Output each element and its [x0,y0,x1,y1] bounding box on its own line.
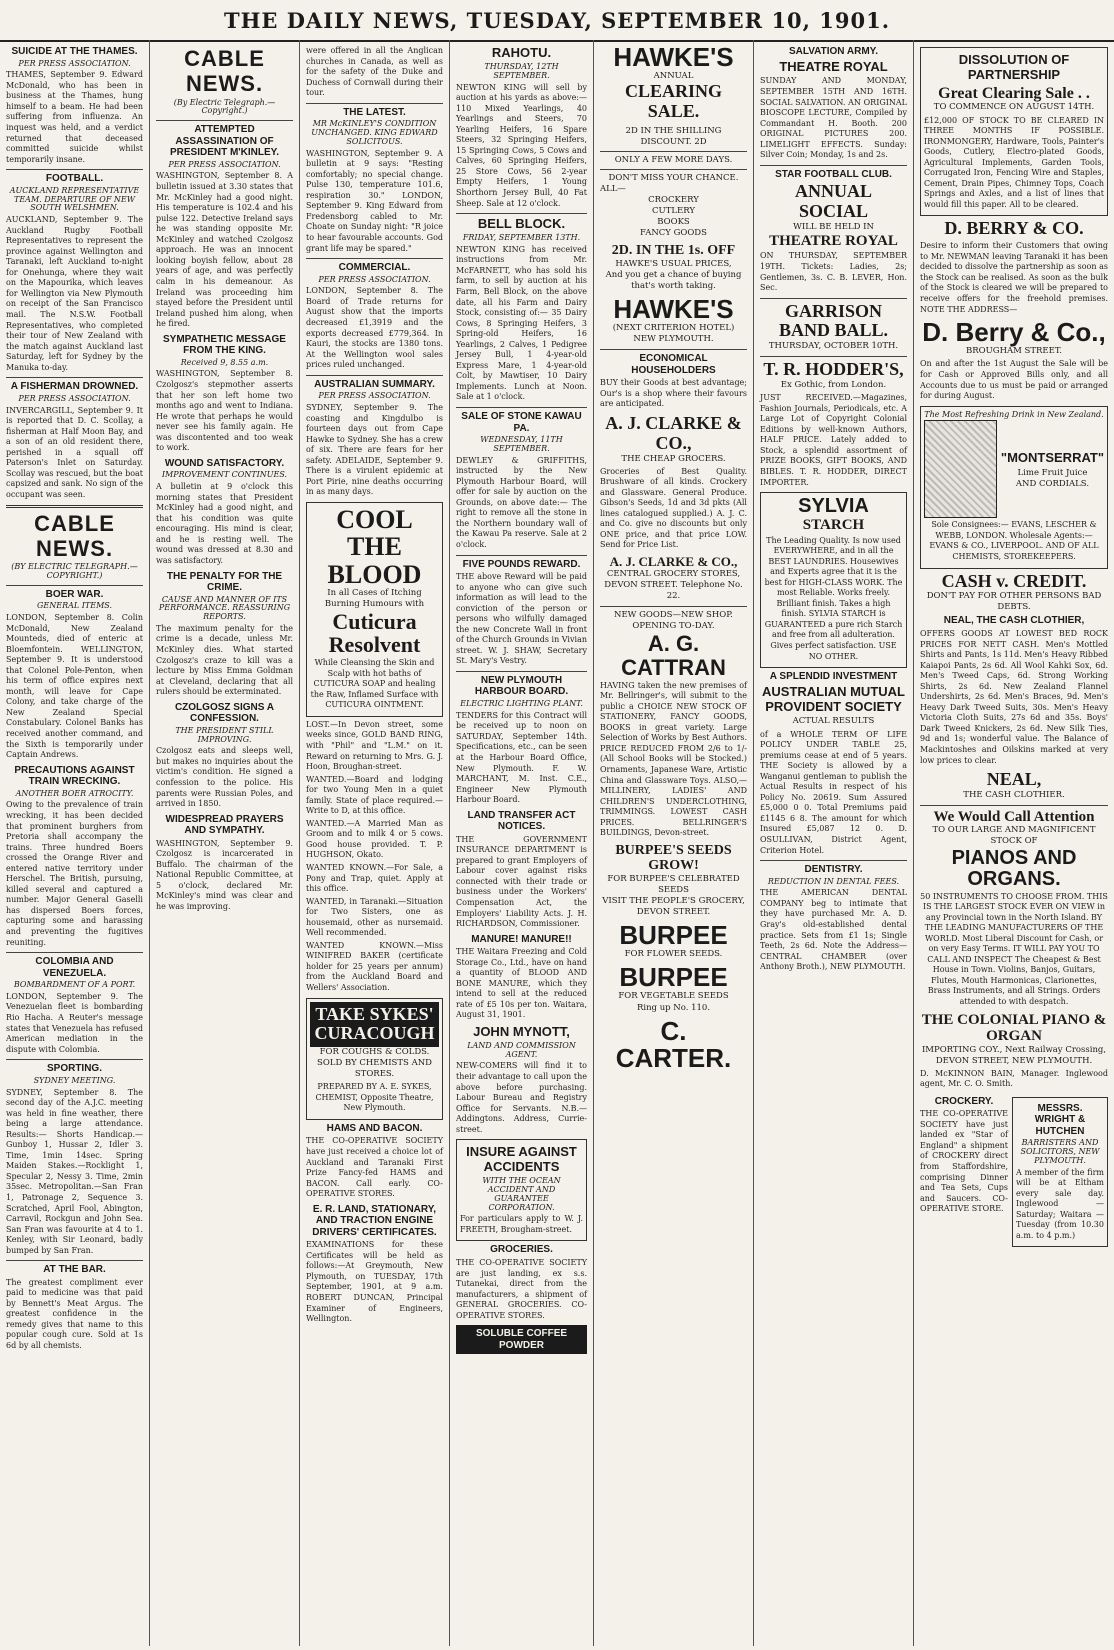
divider [920,805,1108,806]
headline: FIVE POUNDS REWARD. [462,558,581,570]
headline: E. R. LAND, STATIONARY, AND TRACTION ENGINE DRIVERS' CERTIFICATES. [312,1203,437,1238]
article-text: NEWTON KING has received instructions from Mr. McFARNETT, who has sold his farm, to sell by auction at his Farm, Bell Block, on the above date, all his Farm and Dairy Stock, consisting of:— 35 Dairy Cows, 8 Springing Heifers, 3 Spring-old Heifers, 16 Yearlings, 2 Calves, 1 Pedigree Jersey Bull, 1 4-year-old Express Mare, 1 4-year-old Colt, by Mawtiser, 10 Dairy Implements. Lunch at Noon. Sale at 1 o'clock. [456,244,587,402]
ad-headline: A. J. CLARKE & CO., [609,553,738,569]
article-mckinley [156,124,293,330]
subhead: WITH THE OCEAN ACCIDENT AND GUARANTEE CORPORATION. [482,1176,561,1212]
article-colombia [6,956,143,1055]
ad-headline: SYLVIA [798,495,869,518]
headline: SUICIDE AT THE THAMES. [11,46,138,57]
article-text: were offered in all the Anglican churches in Canada, as well as for the safety of the Duke and Duchess of Cornwall during their tour. [306,46,443,98]
ad-crockery [920,1094,1008,1247]
ad-clarke-stores [600,555,747,602]
ad-montserrat-text [1001,449,1104,490]
article-text: A bulletin at 9 o'clock this morning states that President McKinley had a good night, and that his condition was quite encouraging. His mind is clear, and he is resting well. The wound was dressed at 8.30 and was satisfactory. [156,482,293,565]
ad-montserrat [920,406,1108,569]
headline: AT THE BAR. [43,1264,106,1276]
article-text: AUCKLAND, September 9. The Auckland Rugby Football Representatives to represent the province against Wellington and Taranaki, left Auckland to-night for Onehunga, where they wait on the Mapourika, which leaves for Wellington via New Plymouth on receipt of the San Francisco mail. The N.S.W. Football Representatives, who completed their tour of New Zealand with the match against Auckland last Saturday, left for Sydney by the Manuka to-day. [6,215,143,372]
column-6 [754,40,914,1646]
ad-subline: NEAL, THE CASH CLOTHIER, [943,615,1085,627]
ad-product: PIANOS AND ORGANS. [951,846,1077,890]
ad-headline: T. R. HODDER'S, [763,359,904,380]
subhead: THE PRESIDENT STILL IMPROVING. [175,725,274,744]
article-text: THE above Reward will be paid to anyone who can give such information as will lead to the conviction of the person or persons who wilfully damaged the new Concrete Wall in front of the Church Grounds in Vivian street. W. J. SHAW, Secretary St. Mary's Vestry. [456,572,587,666]
article-text: INVERCARGILL, September 9. It is reported that D. C. Scollay, a fisherman at Half Moon Bay, and a son of an old resident there, perished in a squall off Paterson's Inlet on Saturday. Scollay was rescued, but the boat capsized and sank. No sign of the occupant was seen. [6,405,143,499]
ad-text: THE CO-OPERATIVE SOCIETY have just landed ex "Star of England" a shipment of CROCKERY direct from Staffordshire, comprising Dinner and Tea Sets, Cups and Saucers. CO-OPERATIVE STORE. [920,1109,1008,1214]
ad-text: Desire to inform their Customers that owing to Mr. NEWMAN leaving Taranaki it has been decided to dissolve the partnership as soon as the Stock can be realised. As soon as the bulk of the Stock is cleared we will be prepared to receive offers for the freehold premises. NOTE THE ADDRESS— [920,241,1108,314]
headline: GROCERIES. [490,1244,553,1256]
column-5 [594,40,754,1646]
ad-groceries [456,1244,587,1321]
column-1 [0,40,150,1646]
headline: ECONOMICAL HOUSEHOLDERS [631,353,716,376]
subhead: THURSDAY, 12TH SEPTEMBER. [484,61,559,80]
ad-clarke [600,414,747,551]
list-item: BOOKS [657,217,690,228]
headline: MESSRS. WRIGHT & HUTCHEN [1034,1102,1086,1137]
ad-text: BUY their Goods at best advantage; Our's is a shop where their favours are anticipated. [600,378,747,409]
divider [600,606,747,607]
ad-headline: GARRISON BAND BALL. [778,300,889,341]
ad-text: A member of the firm will be at Eltham every sale day. Inglewood — Saturday; Waitara — Tuesday (from 10.30 a.m. to 4 p.m.) [1016,1167,1104,1240]
subhead: FRIDAY, SEPTEMBER 13TH. [462,233,581,243]
ad-subline: FOR BURPEE'S CELEBRATED SEEDS [607,873,740,895]
ad-subline: SOLD BY CHEMISTS AND STORES. [317,1058,432,1080]
article-text: THE CO-OPERATIVE SOCIETY are just landing, ex s.s. Tutanekai, direct from the manufacturers, a shipment of GENERAL GROCERIES. CO-OPERATIVE STORES. [456,1257,587,1320]
ad-subline: FOR COUGHS & COLDS. [319,1047,430,1058]
ad-headline: D. Berry & Co., [922,317,1106,348]
ad-subline: TO COMMENCE ON AUGUST 14TH. [933,102,1095,113]
subhead: BOMBARDMENT OF A PORT. [13,980,136,990]
ad-text: The Leading Quality. Is now used EVERYWHERE, and in all the BEST LAUNDRIES. Housewives and Experts agree that it is the best for HIGH-CLASS WORK. The most Reliable. Works freely. Brilliant finish. Takes a high finish. SYLVIA STARCH is GUARANTEED a pure rich Starch and free from all adulteration. Gives perfect satisfaction. USE NO OTHER. [764,535,903,661]
ad-coffee [456,1325,587,1354]
ad-text: of a WHOLE TERM OF LIFE POLICY UNDER TABLE 25, premiums cease at end of 5 years. THE Society is allowed by a Wanganui gentleman to publish the Actual Results in respect of his Policy No. 20619. Sum Assured £5,000 0 0. Total Premiums paid £1145 6 8. The amount for which Insured £5,087 12 0. D. OSULLIVAN, District Agent, Criterion Hotel. [760,729,907,855]
article-text: DEWLEY & GRIFFITHS, instructed by the New Plymouth Harbour Board, will offer for sale by auction on the Grounds, on above date:— The right to remove all the stone in the Northern boundary wall of the Kawau Pa reserve. Sale at 2 o'clock. [456,455,587,549]
article-fisherman [6,381,143,500]
ad-manure [456,934,587,1021]
headline: CROCKERY. [934,1095,994,1107]
article-text: The greatest compliment ever paid to medicine was that paid by Bennett's Meat Argus. The greatest confidence in the remedy gives that name to this popular cough cure. Sold at 1s 6d by all chemists. [6,1277,143,1351]
ad-burpee-vegetables [600,964,747,1013]
ad-berry [920,219,1108,315]
ad-text: On and after the 1st August the Sale will be for Cash or Approved Bills only, and all Accounts due to us must be paid or arranged for during August. [920,359,1108,401]
ad-headline: We Would Call Attention [933,808,1095,825]
headline: COLOMBIA AND VENEZUELA. [35,956,114,979]
classifieds [306,720,443,994]
section-title: CABLE NEWS. [184,46,265,97]
ad-carter [600,1015,747,1073]
bottom-ads-row [920,1094,1108,1251]
ad-rahotu [456,46,587,209]
article-text: SYDNEY, September 8. The second day of the A.J.C. meeting was held in fine weather, there being a large attendance. Results:— Shorts Handicap.—Gunboy 1, Hussar 2, Idler 3. Time, 1min 14sec. Spring Maiden Stakes.—Rocklight 1, Specular 2, Nessy 3. Time, 2min 35sec. Metropolitan.—San Fran 1, Patronage 2, Sequence 3. Scratched, April Fool, Abington, Carravil, Rockgun and John Sea. San Fran was favourite at 4 to 1. Kenley, with Sir Leonard, badly bumped by San Fran. [6,1087,143,1255]
article-australian [306,379,443,498]
headline: MANURE! MANURE!! [471,933,572,945]
ad-neal-cash [920,572,1108,767]
headline: AUSTRALIAN SUMMARY. [314,378,435,390]
divider [760,298,907,299]
divider [760,165,907,166]
divider [6,377,143,378]
classified-ad: WANTED, in Taranaki.—Situation for Two Sisters, one as housemaid, other as nursemaid. Well recommended. [306,896,443,938]
ad-product: CLEARING SALE. [624,81,722,122]
ad-economical [600,353,747,410]
subhead: ELECTRIC LIGHTING PLANT. [460,698,583,708]
notice-reward [456,559,587,667]
divider [456,407,587,408]
headline: RAHOTU. [491,45,552,60]
notice-harbour-board [456,675,587,806]
ad-headline: 2D. IN THE 1s. OFF [611,243,736,259]
ad-colonial-piano [920,1012,1108,1090]
list-item: CUTLERY [652,206,695,217]
ad-headline: D. BERRY & CO. [944,218,1084,239]
ad-headline: A. J. CLARKE & CO., [605,412,742,453]
headline: A SPLENDID INVESTMENT [769,671,898,683]
ad-subline: ANNUAL [653,71,694,82]
article-text: WASHINGTON, September 8. A bulletin issued at 3.30 states that Mr. McKinley had a good night. His temperature is 102.4 and his pulse 122. Detective Ireland says he was standing opposite Mr. McKinley and watched Czolgosz approach. He was an innocent looking boyish fellow, about 28 years of age, and was perfectly calm in his demeanour. As Ireland was proceeding him stayed before the President until Ireland pushed him along, when he fired. [156,171,293,329]
headline: CZOLGOSZ SIGNS A CONFESSION. [174,701,275,725]
article-football [6,173,143,373]
ad-subline: Ex Gothic, from London. [780,380,887,391]
ad-subline: THE CASH CLOTHIER. [963,789,1065,800]
ad-subline: THEATRE ROYAL [769,232,898,249]
ad-subline: Ring up No. 110. [636,1002,711,1013]
ad-text: Sole Consignees:— EVANS, LESCHER & WEBB, LONDON. Wholesale Agents:— EVANS & CO., LIVERPOOL. AND OF ALL CHEMISTS, STOREKEEPERS. [929,520,1099,562]
ad-headline: NEAL, [986,769,1042,790]
subhead: PER PRESS ASSOCIATION. [168,159,281,169]
list-item: FANCY GOODS [640,228,707,239]
divider [306,103,443,104]
classified-ad: WANTED KNOWN.—For Sale, a Pony and Trap, quiet. Apply at this office. [306,863,443,894]
ad-text: OFFERS GOODS AT LOWEST BED ROCK PRICES FOR NETT CASH. Men's Mottled Shirts and Pants, 1s 11d. Men's Heavy Ribbed Kaiapoi Pants, 2s 6d. All Wool Kahki Sox, 6d. Men's Tweed Caps, 6d. Strong Working Shirts, 2s 6d. New Zealand Flannel Undershirts, 2s 6d. Men's Braces, 9d. Men's Heavy Dark Tweed Suits, 30s. Men's Heavy Victoria Cloth Suits, 27s 6d and 35s. Boys' Dark Tweed Knickers, 2s 6d. New Silk Ties, 9d and 1s; wonderful value. The Balance of Mackintoshes and Oilskins marked at very low prices to clear. [920,628,1108,765]
divider [306,375,443,376]
subhead: AUCKLAND REPRESENTATIVE TEAM. DEPARTURE OF NEW SOUTH WELSHMEN. [9,185,140,213]
ad-text: SUNDAY AND MONDAY, SEPTEMBER 15TH AND 16TH. SOCIAL SALVATION. AN ORIGINAL BIOSCOPE LECTURE, Compiled by Commandant H. Booth. 200 ORIGINAL PICTURES 200. LIMELIGHT EFFECTS. Sunday: Silver Coin; Monday, 1s and 2s. [760,76,907,160]
article-text: THAMES, September 9. Edward McDonald, who has been in business at the Thames, hung himself to a beam. He had been suffering from influenza. An inquest was held, and a verdict returned that deceased committed suicide whilst temporarily insane. [6,70,143,164]
article-suicide [6,46,143,165]
ad-subline: DON'T PAY FOR OTHER PERSONS BAD DEBTS. [926,591,1102,613]
ad-text: £12,000 OF STOCK TO BE CLEARED IN THREE MONTHS IF POSSIBLE. IRONMONGERY, Hardware, Tools, Painter's Goods, Cutlery, Electro-plated Goods, Agricultural Implements, Garden Tools, Corrugated Iron, Fencing Wire and Staples, Cement, Drain Pipes, Chimney Tops, Coach Springs and Axles, and a list of lines that would fill this paper. All to be cleared. [924,115,1104,209]
ad-headline: C. CARTER. [615,1015,732,1073]
divider [760,356,907,357]
ad-garrison-ball [760,302,907,353]
ad-subline: THURSDAY, OCTOBER 10TH. [768,341,899,352]
subhead: (BY ELECTRIC TELEGRAPH.—COPYRIGHT.) [11,562,138,580]
column-2 [150,40,300,1646]
subhead: PER PRESS ASSOCIATION. [18,58,131,68]
ad-hawkes-address [600,293,747,345]
ad-subline: NEW PLYMOUTH. [633,334,714,345]
ad-stone-kawau [456,411,587,551]
ad-text: HAVING taken the new premises of Mr. Bellringer's, will submit to the public a CHOICE NEW STOCK OF STATIONERY, FANCY GOODS, BOOKS in great variety. Large Selection of Works by Best Authors. PRICE REDUCED FROM 2/6 to 1/- (All School Books will be Stocked.) Ornaments, Japanese Ware, Artistic China and Glassware Toys. ALSO,— MILLINERY, LADIES' AND CHILDREN'S UNDERCLOTHING, TRIMMINGS. LOWEST CASH PRICES. BELLRINGER'S BUILDINGS, Devon-street. [600,680,747,838]
ad-text: 2D IN THE SHILLING DISCOUNT. 2D [625,125,722,147]
divider [456,555,587,556]
divider [6,505,143,508]
ad-headline: AUSTRALIAN MUTUAL PROVIDENT SOCIETY [762,683,905,714]
subhead: THEATRE ROYAL [779,58,888,74]
ad-tagline: The Most Refreshing Drink in New Zealand. [924,409,1104,419]
article-sporting [6,1063,143,1256]
ad-neal-sig [920,770,1108,801]
ad-headline: "MONTSERRAT" [1000,449,1104,465]
ad-hawkes-clearing [600,44,747,122]
ad-text: JUST RECEIVED.—Magazines, Fashion Journals, Periodicals, etc. A Large Lot of Copyright Colonial Editions by well-known Authors, HALF PRICE. Lately added to Stock, a splendid assortment of PRIZE BOOKS, GIFT BOOKS, AND BIBLES. T. R. HODDER, DIRECT IMPORTER. [760,393,907,487]
headline: INSURE AGAINST ACCIDENTS [466,1144,577,1175]
headline: SOLUBLE COFFEE POWDER [456,1325,587,1354]
ad-text: PREPARED BY A. E. SYKES, CHEMIST, Opposite Theatre, New Plymouth. [315,1082,434,1113]
column-3 [300,40,450,1646]
ad-text: ONLY A FEW MORE DAYS. [614,155,733,166]
divider [600,349,747,350]
headline: DENTISTRY. [804,864,863,876]
headline: HAMS AND BACON. [326,1122,423,1134]
ad-subline: WILL BE HELD IN [793,221,874,232]
ad-text: 50 INSTRUMENTS TO CHOOSE FROM. THIS IS THE LARGEST STOCK EVER ON VIEW in any Provincial town in the North Island. BY THE LEADING MANUFACTURERS OF THE WORLD. Most Liberal Discount for Cash, or on very Easy Terms. IT WILL PAY YOU TO CALL AND INSPECT The Cheapest & Best House in Town. Violins, Banjos, Guitars, Flutes, Mouth Harmonicas, Clarionettes, Brass Instruments, and all Strings. Orders attended to with despatch. [920,891,1108,1006]
ad-subline: And you get a chance of buying that's worth taking. [605,269,742,291]
divider [6,585,143,586]
ad-cuticura [306,502,443,717]
subhead: REDUCTION IN DENTAL FEES. [767,876,900,886]
divider [6,952,143,953]
subhead: (By Electric Telegraph.—Copyright.) [173,97,276,116]
notice-land-transfer [456,810,587,930]
headline: SALE OF STONE KAWAU PA. [461,411,582,434]
divider [456,671,587,672]
article-text: THE Waitara Freezing and Cold Storage Co., Ltd., have on hand a quantity of BLOOD AND BONE MANURE, which they intend to sell at the reduced rate of £5 10s per ton. Waitara, August 31, 1901. [456,947,587,1020]
ad-subline: STARCH [802,517,865,534]
divider [6,1260,143,1261]
ad-headline: DISSOLUTION OF PARTNERSHIP [958,52,1070,82]
article-text: LONDON, September 8. Colin McDonald, New Zealand Mounteds, died of enteric at Bloemfontein. WELLINGTON, September 9. It is understood that Colonel Pole-Penton, when his term of office expires next month, will leave for Cape Colony, and take charge of the New Zealand Special Constabulary. Colonel Banks has received another command, and the Sixth is temporarily under Captain Andrews. [6,613,143,760]
ad-headline: BURPEE'S SEEDS GROW! [615,842,732,874]
masthead [0,0,1114,42]
divider [600,169,747,170]
article-text: Czolgosz eats and sleeps well, but makes no inquiries about the victim's condition. He signed a confession to the police. His parents were Russian Poles, and arrived in 1850. [156,746,293,809]
article-text: WASHINGTON, September 8. Czolgosz's stepmother asserts that her son left home two months ago and went to Indiana. He wrote that perhaps he would never see his family again. He was discontented and too weak to work. [156,369,293,453]
ad-subline: IMPORTING COY., Next Railway Crossing, [921,1044,1107,1055]
headline: SPORTING. [46,1063,102,1075]
ad-mynott [456,1025,587,1135]
article-text: TENDERS for this Contract will be received up to noon on SATURDAY, September 14th. Specifications, etc., can be seen at the Harbour Board Office, New Plymouth. F. W. MARCHANT, M. Inst. C.E., Engineer New Plymouth Harbour Board. [456,710,587,805]
subhead: CAUSE AND MANNER OF ITS PERFORMANCE. REASSURING REPORTS. [158,594,291,622]
subhead: PER PRESS ASSOCIATION. [318,274,431,284]
ad-text: Groceries of Best Quality. Brushware of all kinds. Crockery and Glassware. General Produce. Gibson's Seeds, 1d and 3d pkts (All lines catalogued supplied.) A. J. C. and Co. give no discounts but only ONE price, and that price LOW. Send for Price List. [600,466,747,550]
newspaper-masthead-title: THE DAILY NEWS, TUESDAY, SEPTEMBER 10, 1901. [223,8,891,33]
list-item: ALL— [600,184,626,195]
ad-headline: CASH v. CREDIT. [941,570,1087,591]
subhead: WEDNESDAY, 11TH SEPTEMBER. [480,435,563,453]
article-penalty [156,571,293,698]
ad-subline: TO OUR LARGE AND MAGNIFICENT STOCK OF [932,825,1096,847]
ad-headline: THE COLONIAL PIANO & ORGAN [921,1011,1107,1045]
ad-insure [456,1139,587,1241]
headline: ATTEMPTED ASSASSINATION OF PRESIDENT M'KINLEY. [169,124,280,159]
ad-subline: FOR VEGETABLE SEEDS [618,991,729,1002]
headline: FOOTBALL. [45,173,104,185]
divider [6,169,143,170]
article-text: The maximum penalty for the crime is a decade, unless Mr. McKinley dies. What started Czolgosz's craze to kill was a lecture by Miss Emma Goldman at Cleveland, declaring that all rulers should be exterminated. [156,623,293,697]
article-text: WASHINGTON, September 9. A bulletin at 9 says: "Resting comfortably; no special change. Pulse 130, temperature 101.6, respiration 30." LONDON, September 9. King Edward from Fredensborg cabled to Mr. Choate on Sunday night: "R joice to hear favourable accounts. God grant life may be spared." [306,148,443,253]
headline: LAND TRANSFER ACT NOTICES. [467,809,576,833]
column-7 [914,40,1114,1646]
ad-subline: AND CORDIALS. [1015,478,1090,489]
ad-bell-block [456,217,587,403]
ad-list [600,184,747,239]
subhead: ANOTHER BOER ATROCITY. [15,788,134,798]
article-text: THE CO-OPERATIVE SOCIETY have just received a choice lot of Auckland and Taranaki First Prize Fancy-fed HAMS and BACON. Call early. CO-OPERATIVE STORES. [306,1136,443,1199]
headline: BOER WAR. [45,588,104,600]
subhead: PER PRESS ASSOCIATION. [318,391,431,401]
article-latest [306,107,443,254]
subhead: BARRISTERS AND SOLICITORS, NEW PLYMOUTH. [1020,1138,1100,1165]
ad-subline: Lime Fruit Juice [1017,467,1088,478]
divider [306,258,443,259]
column-4 [450,40,594,1646]
notice-certificates [306,1204,443,1325]
headline: THE LATEST. [343,106,406,118]
headline: JOHN MYNOTT, [473,1023,570,1039]
ad-headline: HAWKE'S [613,42,734,72]
article-prayers [156,814,293,913]
ad-headline: A. G. CATTRAN [621,631,726,680]
headline: A FISHERMAN DROWNED. [10,381,139,393]
ad-headline: COOL THE BLOOD [327,504,422,589]
horse-illustration [924,420,997,518]
article-text: NEWTON KING will sell by auction at his yards as above:— 110 Mixed Yearlings, 40 Yearlings and Steers, 70 Yearling Heifers, 16 Spare Steers, 32 Springing Heifers, 15 Springing Cows, 5 Cows and Calves, 60 Springing Heifers, 25 Store Cows, 56 2-year Empty Heifers, 1 Young Shorthorn Jersey Bull, 40 Fat Sheep. Sale at 12 o'clock. [456,82,587,208]
ad-headline: ANNUAL SOCIAL [794,181,872,222]
ad-wright-hutchen [1012,1097,1108,1248]
classified-ad: WANTED KNOWN.—Miss WINIFRED BAKER (certificate holder for 25 years per annum) from the Auckland Board and Wellers' Association. [306,940,443,993]
article-confession [156,702,293,810]
ad-curacough [306,998,443,1120]
ad-text: D. McKINNON BAIN, Manager. Inglewood agent, Mr. C. O. Smith. [920,1068,1108,1089]
subhead: PER PRESS ASSOCIATION. [18,393,131,403]
article-text: Owing to the prevalence of train wrecking, it has been decided that prominent burghers from Pretoria shall accompany the trains. Three hundred Boers crossed the Orange River and entered native territory under Herschel. The British, pursuing, killed several and captured a number. Major General Gaselli has dispersed Boers forces, capturing some and harassing and preventing the fugitives reuniting. [6,800,143,947]
article-train-wrecking [6,765,143,948]
article-king-message [156,334,293,454]
headline: PRECAUTIONS AGAINST TRAIN WRECKING. [14,764,135,788]
classified-ad: WANTED.—A Married Man as Groom and to milk 4 or 5 cows. Good house provided. T. P. HUGHSON, Okato. [306,818,443,860]
ad-headline: TAKE SYKES' CURACOUGH [310,1002,439,1048]
ad-subline: (NEXT CRITERION HOTEL) [612,323,735,334]
ad-hams [306,1123,443,1200]
ad-text: ON THURSDAY, SEPTEMBER 19TH. Tickets: Ladies, 2s; Gentlemen, 3s. C. B. LEVER, Hon. Sec. [760,251,907,293]
subhead: MR McKINLEY'S CONDITION UNCHANGED. KING EDWARD SOLICITOUS. [311,119,438,146]
article-text: NEW-COMERS will find it to their advantage to call upon the above before purchasing. Labour Bureau and Registry Office for Servants. N.B.—Addingtons. Address, Currie-street. [456,1061,587,1134]
article-boer-war [6,589,143,761]
article-text: THE GOVERNMENT INSURANCE DEPARTMENT is prepared to grant Employers of Labour cover against risks connected with their trade or business under the Workers' Compensation Act, the Employers' Liability Acts. J. H. RICHARDSON, Commissioner. [456,834,587,929]
classified-ad: LOST.—In Devon street, some weeks since, GOLD BAND RING, with "Phil" and "L.M." on it. Reward on returning to Mrs. G. J. Hoon, Broughan-street. [306,719,443,772]
headline: THE PENALTY FOR THE CRIME. [166,570,283,594]
article-text: EXAMINATIONS for these Certificates will be held as follows:—At Greymouth, New Plymouth, on TUESDAY, 17th September, 1901, at 9 a.m. ROBERT DUNCAN, Principal Examiner of Engineers, Wellington. [306,1240,443,1324]
headline: STAR FOOTBALL CLUB. [775,168,892,180]
headline: WOUND SATISFACTORY. [164,457,285,469]
cable-news-header [156,46,293,116]
article-commercial [306,262,443,371]
ad-hodder [760,360,907,488]
article-text: For particulars apply to W. J. FREETH, Brougham-street. [460,1214,583,1234]
subhead: GENERAL ITEMS. [37,601,112,611]
headline: SYMPATHETIC MESSAGE FROM THE KING. [163,333,286,357]
headline: COMMERCIAL. [338,262,411,274]
article-at-the-bar [6,1264,143,1351]
subhead: IMPROVEMENT CONTINUES. [161,470,288,480]
article-wound [156,458,293,567]
ad-dissolution [920,47,1108,216]
ad-cattran [600,610,747,838]
article-continued [306,46,443,99]
ad-subline: VISIT THE PEOPLE'S GROCERY, DEVON STREET. [602,895,745,917]
ad-text: DON'T MISS YOUR CHANCE. [608,173,739,184]
subhead: SYDNEY MEETING. [33,1075,116,1085]
subhead: Received 9, 8.55 a.m. [180,357,269,367]
ad-berry-address [920,319,1108,402]
ad-sylvia-starch [760,492,907,668]
classified-ad: WANTED.—Board and lodging for two Young Men in a quiet family. State of place required.—Write to D, at this office. [306,774,443,816]
ad-subline: DEVON STREET, NEW PLYMOUTH. [935,1055,1093,1066]
divider [156,120,293,121]
ad-subline: Great Clearing Sale . . [938,84,1090,102]
ad-product: Cuticura Resolvent [328,608,421,658]
headline: NEW PLYMOUTH HARBOUR BOARD. [474,674,569,698]
ad-headline: BURPEE [619,919,728,950]
section-title: CABLE NEWS. [34,510,115,561]
ad-dentistry [760,864,907,973]
ad-headline: HAWKE'S [613,293,734,324]
cable-news-header [6,511,143,581]
ad-burpee-flowers [600,919,747,960]
ad-subline: In all Cases of Itching Burning Humours with [324,587,425,609]
ad-burpee-seeds [600,843,747,918]
headline: SALVATION ARMY. [788,46,879,57]
ad-subline: HAWKE'S USUAL PRICES, [615,258,732,269]
article-text: LONDON, September 8. The Board of Trade returns for August show that the imports decreased £1,3919 and the exports decreased £779,364. In Kauri, the stocks are 1380 tons. At the Wellington wool sales prices ruled unchanged. [306,286,443,370]
ad-amp-society [760,671,907,856]
headline: WIDESPREAD PRAYERS AND SYMPATHY. [165,813,284,837]
ad-subline: BROUGHAM STREET. [966,346,1062,357]
ad-subline: DEVON STREET. Telephone No. 22. [604,580,743,602]
divider [456,213,587,214]
divider [760,860,907,861]
ad-text: While Cleansing the Skin and Scalp with hot baths of CUTICURA SOAP and healing the Raw, Inflamed Surface with CUTICURA OINTMENT. [310,658,439,710]
subhead: LAND AND COMMISSION AGENT. [467,1040,576,1059]
headline: BELL BLOCK. [477,216,566,232]
ad-subline: THE CHEAP GROCERS. [621,453,726,464]
ad-pianos [920,809,1108,1008]
ad-subline: FOR FLOWER SEEDS. [624,949,723,960]
ad-star-football [760,169,907,294]
ad-montserrat-row [924,420,1104,518]
ad-subline: NEW GOODS—NEW SHOP. [614,610,733,621]
ad-subline: CENTRAL GROCERY STORES, [606,569,741,580]
ad-hawkes-discount [600,243,747,292]
ad-subline: OPENING TO-DAY. [632,621,715,632]
ad-subline: ACTUAL RESULTS [792,716,875,727]
ad-headline: BURPEE [619,962,728,993]
article-text: LONDON, September 9. The Venezuelan fleet is bombarding Rio Hacha. A Reuter's message states that Venezuela has refused American mediation in the dispute with Colombia. [6,991,143,1054]
ad-salvation-army [760,46,907,161]
divider [6,1059,143,1060]
list-item: CROCKERY [648,195,699,206]
divider [600,151,747,152]
ad-text: THE AMERICAN DENTAL COMPANY beg to intimate that they have purchased Mr. A. D. Gray's old-established dental practice. Sets from £1 1s; Single Teeth, 2s 6d. Note the Address— CENTRAL CHAMBER (over Anthony Broth.), NEW PLYMOUTH. [760,888,907,972]
article-text: SYDNEY, September 9. The coasting and Kingdulbo is fourteen days out from Cape Hawke to Sydney. She has a crew of six. There are fears for her safety. ADELAIDE, September 9. There is a virulent epidemic at Port Pirie, nine deaths occurring in as many days. [306,403,443,497]
article-text: WASHINGTON, September 9. Czolgosz is incarcerated in Buffalo. The chairman of the National Republic Committee, at 5 o'clock, declared Mr. McKinley's mind was clear and he was improving. [156,838,293,911]
